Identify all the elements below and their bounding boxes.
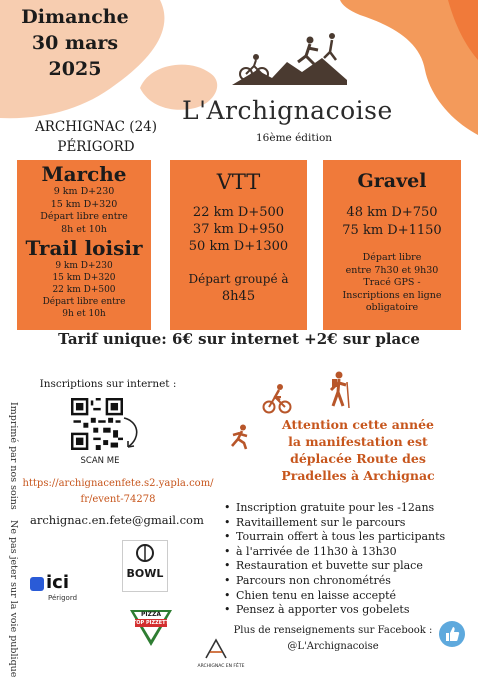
features-list xyxy=(224,501,474,618)
list-item: • Pensez à apporter vos gobelets xyxy=(224,603,474,618)
side-text-no-litter: Ne pas jeter sur la voie publique xyxy=(8,520,19,677)
trail-line: 9 km D+230 xyxy=(55,261,113,271)
brand-title: L'Archignacoise xyxy=(182,96,393,125)
ici-square-icon xyxy=(30,577,44,591)
gravel-title: Gravel xyxy=(357,170,427,192)
vtt-title: VTT xyxy=(216,170,261,194)
list-item: • Ravitaillement sur le parcours xyxy=(224,516,474,531)
vtt-line: 37 km D+950 xyxy=(192,222,285,237)
thumbs-up-icon[interactable] xyxy=(438,620,466,648)
marche-line: 8h et 10h xyxy=(61,223,107,235)
card-gravel xyxy=(323,160,461,330)
trail-line: 15 km D+320 xyxy=(52,273,116,283)
trail-line: 22 km D+500 xyxy=(52,285,116,295)
edition-label: 16ème édition xyxy=(256,132,333,144)
list-item: • Inscription gratuite pour les -12ans xyxy=(224,501,474,516)
date-line-3: 2025 xyxy=(48,58,102,80)
trail-line: 9h et 10h xyxy=(62,309,106,319)
attention-line: Attention cette année xyxy=(282,417,434,432)
sponsor-bowl-logo xyxy=(122,540,168,592)
marche-line: Départ libre entre xyxy=(40,211,128,222)
event-place xyxy=(26,117,166,157)
gravel-line: 75 km D+1150 xyxy=(342,223,442,238)
registration-link[interactable] xyxy=(18,476,218,508)
date-line-1: Dimanche xyxy=(21,6,129,28)
link-line-1: https://archignacenfete.s2.yapla.com/ xyxy=(22,478,214,489)
gravel-line: 48 km D+750 xyxy=(346,205,438,220)
tarif-line: Tarif unique: 6€ sur internet +2€ sur place xyxy=(58,330,420,348)
attention-notice xyxy=(258,416,458,484)
facebook-info-title: Plus de renseignements sur Facebook : xyxy=(233,625,433,636)
list-item: • Chien tenu en laisse accepté xyxy=(224,589,474,604)
date-line-2: 30 mars xyxy=(31,32,119,54)
archignac-label: ARCHIGNAC EN FÊTE xyxy=(197,664,245,669)
ici-sub-label: Périgord xyxy=(48,594,78,602)
qr-code-icon[interactable] xyxy=(71,398,123,450)
vtt-depart: Départ groupé à xyxy=(188,272,289,286)
vtt-depart: 8h45 xyxy=(221,289,256,304)
gravel-detail: Inscriptions en ligne xyxy=(342,289,442,301)
marche-line: 9 km D+230 xyxy=(53,186,115,197)
gravel-detail: obligatoire xyxy=(365,302,419,313)
gravel-detail: entre 7h30 et 9h30 xyxy=(345,264,439,276)
gravel-detail: Départ libre xyxy=(362,252,422,263)
ici-label: ici xyxy=(46,572,70,593)
list-item-continuation: • à l'arrivée de 11h30 à 13h30 xyxy=(224,545,474,560)
bowl-label: BOWL xyxy=(126,567,164,580)
facebook-handle[interactable]: @L'Archignacoise xyxy=(287,641,379,652)
link-line-2: fr/event-74278 xyxy=(80,494,156,505)
list-item: • Parcours non chronométrés xyxy=(224,574,474,589)
trail-line: Départ libre entre xyxy=(42,297,126,307)
place-line-1: ARCHIGNAC (24) xyxy=(34,119,158,135)
contact-email[interactable]: archignac.en.fete@gmail.com xyxy=(30,513,204,527)
pizza-sub-label: TOP PIZZETT xyxy=(132,620,170,626)
runner-icon xyxy=(228,424,252,450)
card-marche-trail xyxy=(17,160,151,330)
place-line-2: PÉRIGORD xyxy=(57,139,135,155)
hiker-icon xyxy=(326,370,352,410)
attention-line: Pradelles à Archignac xyxy=(281,468,435,483)
sponsor-archignac-logo xyxy=(196,636,246,670)
vtt-line: 50 km D+1300 xyxy=(188,239,289,254)
archignac-en-fete-icon xyxy=(196,636,246,660)
side-text-printed: Imprimé par nos soins xyxy=(8,402,19,510)
inscriptions-title: Inscriptions sur internet : xyxy=(39,378,177,390)
gravel-detail: Tracé GPS - xyxy=(363,277,421,288)
sponsor-ici-logo xyxy=(28,574,86,604)
sponsor-pizza-logo xyxy=(128,606,174,648)
scan-me-label: SCAN ME xyxy=(80,456,120,466)
attention-line: déplacée Route des xyxy=(290,451,426,466)
attention-line: la manifestation est xyxy=(288,434,428,449)
pizza-label: PIZZA xyxy=(141,611,161,618)
event-date xyxy=(10,4,140,82)
scan-arrow-icon xyxy=(120,415,144,451)
card-vtt xyxy=(170,160,307,330)
cyclist-icon xyxy=(262,382,292,414)
vtt-line: 22 km D+500 xyxy=(192,205,285,220)
trail-title: Trail loisir xyxy=(25,236,143,260)
marche-line: 15 km D+320 xyxy=(50,198,118,210)
list-item: • Restauration et buvette sur place xyxy=(224,559,474,574)
list-item: • Tourrain offert à tous les participants xyxy=(224,530,474,545)
runners-mountain-logo-icon xyxy=(232,30,347,90)
bowl-icon xyxy=(123,541,167,563)
marche-title: Marche xyxy=(41,162,127,186)
